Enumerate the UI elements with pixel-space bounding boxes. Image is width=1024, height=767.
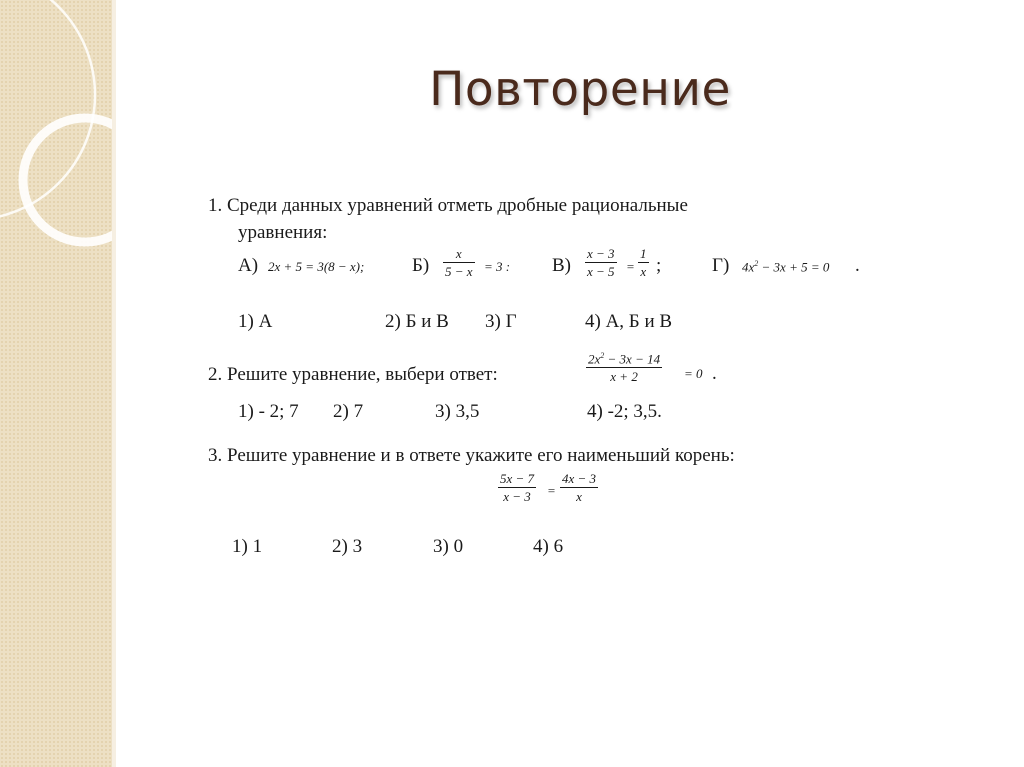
q2-answer-4: 4) -2; 3,5. bbox=[587, 401, 662, 422]
q1-answer-1: 1) А bbox=[238, 311, 273, 332]
q3-answer-1: 1) 1 bbox=[232, 536, 263, 557]
q1-option-g-label: Г) bbox=[712, 255, 730, 276]
q3-text: 3. Решите уравнение и в ответе укажите его наименьший корень: bbox=[208, 445, 735, 466]
q3-answer-4: 4) 6 bbox=[533, 536, 564, 557]
q1-option-a-expression: 2x + 5 = 3(8 − x); bbox=[268, 259, 365, 274]
q1-option-v-denominator-left: x − 5 bbox=[587, 263, 615, 279]
q1-option-v-equals: = bbox=[626, 259, 635, 274]
q3-equals: = bbox=[547, 483, 556, 498]
q3-fraction-right bbox=[560, 472, 598, 503]
q2-answer-1: 1) - 2; 7 bbox=[238, 401, 299, 422]
q2-answer-2: 2) 7 bbox=[333, 401, 364, 422]
q1-option-v-numerator-right: 1 bbox=[640, 246, 647, 261]
q3-fraction-left bbox=[498, 472, 536, 503]
q3-numerator-right: 4x − 3 bbox=[562, 471, 597, 486]
q3-answer-2: 2) 3 bbox=[332, 536, 363, 557]
q2-period: . bbox=[712, 363, 717, 384]
slide-title: Повторение bbox=[429, 62, 731, 117]
q1-option-b-numerator: x bbox=[455, 246, 462, 261]
q2-text: 2. Решите уравнение, выбери ответ: bbox=[208, 364, 498, 385]
q1-option-v-numerator-left: x − 3 bbox=[587, 246, 615, 261]
q2-answer-3: 3) 3,5 bbox=[435, 401, 480, 422]
q3-answer-3: 3) 0 bbox=[433, 536, 464, 557]
q1-option-v-fraction-left bbox=[585, 247, 617, 278]
q2-numerator-rest: − 3x − 14 bbox=[604, 351, 661, 367]
q1-option-b-denominator: 5 − x bbox=[445, 263, 473, 279]
q2-denominator: x + 2 bbox=[610, 368, 638, 384]
q1-option-g-period: . bbox=[855, 255, 860, 276]
q1-option-b-rhs: = 3 : bbox=[484, 259, 511, 274]
q1-option-v-denominator-right: x bbox=[640, 263, 647, 279]
q2-numerator bbox=[586, 352, 662, 367]
q3-denominator-right: x bbox=[576, 488, 582, 504]
q1-option-g-exponent: 2 bbox=[754, 259, 759, 268]
q3-numerator-left: 5x − 7 bbox=[500, 471, 535, 486]
q1-option-v-label: В) bbox=[552, 255, 571, 276]
q2-rhs: = 0 bbox=[684, 366, 703, 381]
q3-denominator-left: x − 3 bbox=[503, 488, 531, 504]
q1-text-line2: уравнения: bbox=[238, 222, 328, 243]
q2-numerator-exponent: 2 bbox=[600, 351, 605, 360]
q1-option-v-semicolon: ; bbox=[656, 255, 662, 276]
q1-option-g-term: 4x bbox=[742, 259, 755, 275]
q2-numerator-term: 2x bbox=[588, 351, 601, 367]
q1-option-b-fraction bbox=[443, 247, 475, 278]
q1-option-g-expression bbox=[742, 260, 829, 273]
q1-option-b-label: Б) bbox=[412, 255, 430, 276]
q2-fraction bbox=[586, 352, 662, 384]
q1-text-line1: 1. Среди данных уравнений отметь дробные рациональные bbox=[208, 195, 688, 216]
q1-answer-2: 2) Б и В bbox=[385, 311, 449, 332]
q1-answer-3: 3) Г bbox=[485, 311, 517, 332]
q1-option-a-label: А) bbox=[238, 255, 259, 276]
q1-answer-4: 4) А, Б и В bbox=[585, 311, 673, 332]
q1-option-g-rest: − 3x + 5 = 0 bbox=[758, 259, 830, 275]
q1-option-v-fraction-right bbox=[638, 247, 649, 278]
